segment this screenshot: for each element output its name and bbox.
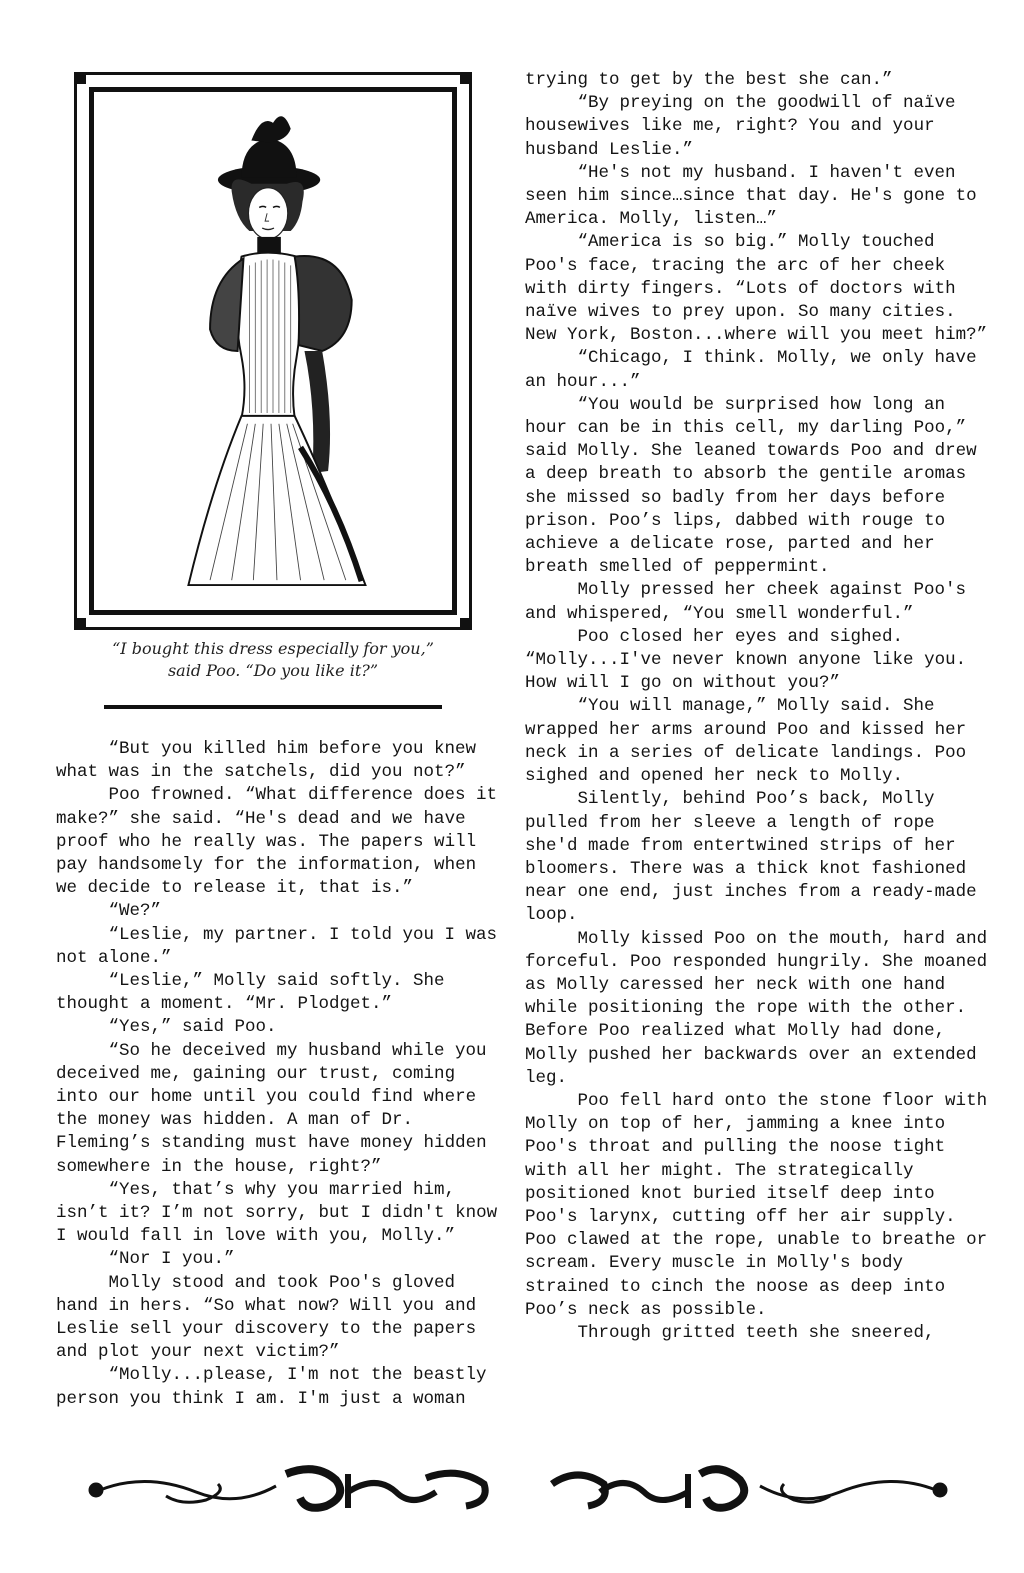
paragraph: “Molly...please, I'm not the beastly person you think I am. I'm just a woman (56, 1365, 498, 1409)
paragraph: “You will manage,” Molly said. She wrapped her arms around Poo and kissed her neck in a series of delicate landings. Poo sighed and opened her neck to Molly. (525, 696, 977, 787)
paragraph: Molly kissed Poo on the mouth, hard and forceful. Poo responded hungrily. She moaned as Molly caressed her neck with one hand while positioning the rope with the other. Before Poo realized what Molly had done, Molly pushed her backwards over an extended leg. (525, 928, 998, 1088)
frame-corner (460, 618, 472, 630)
paragraph: “Yes, that’s why you married him, isn’t it? I’m not sorry, but I didn't know I would fall in love with you, Molly.” (56, 1179, 508, 1247)
frame-corner (74, 72, 86, 84)
paragraph: “By preying on the goodwill of naïve housewives like me, right? You and your husband Leslie.” (525, 93, 967, 160)
paragraph: “We?” (108, 901, 162, 922)
paragraph: “Leslie, my partner. I told you I was not alone.” (56, 924, 508, 968)
caption-line: said Poo. “Do you like it?” (167, 661, 379, 680)
paragraph: “He's not my husband. I haven't even seen him since…since that day. He's gone to America. Molly, listen…” (525, 162, 988, 230)
paragraph: Silently, behind Poo’s back, Molly pulled from her sleeve a length of rope she'd made from entertwined strips of her bloomers. There was a thick knot fashioned near one end, just inches from a ready-made loop. (525, 789, 988, 926)
paragraph: “You would be surprised how long an hour can be in this cell, my darling Poo,” said Molly. She leaned towards Poo and drew a deep breath to absorb the gentile aromas she missed so badly from her days before prison. Poo’s lips, dabbed with rouge to achieve a delicate rose, parted and her breath smelled of peppermint. (525, 394, 988, 578)
paragraph: “Nor I you.” (108, 1249, 235, 1270)
section-divider (104, 705, 442, 709)
paragraph: Molly stood and took Poo's gloved hand in hers. “So what now? Will you and Leslie sell your discovery to the papers and plot your next victim?” (56, 1272, 487, 1363)
frame-corner (74, 618, 86, 630)
paragraph: “Yes,” said Poo. (108, 1017, 277, 1038)
paragraph: Poo closed her eyes and sighed. “Molly...I've never known anyone like you. How will I go on without you?” (525, 626, 977, 694)
paragraph-continuation: trying to get by the best she can.” (525, 70, 893, 90)
illustration-frame (74, 72, 472, 630)
paragraph: “America is so big.” Molly touched Poo's face, tracing the arc of her cheek with dirty fingers. “Lots of doctors with naïve wives to prey upon. So many cities. New York, Boston...where will you meet him?” (525, 232, 988, 346)
paragraph: “Chicago, I think. Molly, we only have an hour...” (525, 348, 988, 392)
paragraph: Through gritted teeth she sneered, (577, 1322, 935, 1343)
illustration-panel (89, 87, 457, 615)
paragraph: “But you killed him before you knew what was in the satchels, did you not?” (56, 739, 487, 783)
left-text-column (56, 738, 506, 1411)
woman-in-dress-illustration (94, 92, 452, 610)
decorative-scroll-ornament (86, 1462, 492, 1522)
decorative-scroll-ornament (544, 1462, 950, 1522)
paragraph: Poo frowned. “What difference does it make?” she said. “He's dead and we have proof who he really was. The papers will pay handsomely for the information, when we decide to release it, that is.” (56, 785, 508, 899)
paragraph: Poo fell hard onto the stone floor with Molly on top of her, jamming a knee into Poo's throat and pulling the noose tight with all her might. The strategically positioned knot buried itself deep into Poo's larynx, cutting off her air supply. Poo clawed at the rope, unable to breathe or scream. Every muscle in Molly's body strained to cinch the noose as deep into Poo’s neck as possible. (525, 1090, 998, 1320)
paragraph: “So he deceived my husband while you deceived me, gaining our trust, coming into our home until you could find where the money was hidden. A man of Dr. Fleming’s standing must have money hidden somewhere in the house, right?” (56, 1040, 498, 1177)
frame-corner (460, 72, 472, 84)
paragraph: “Leslie,” Molly said softly. She thought a moment. “Mr. Plodget.” (56, 971, 456, 1015)
illustration-caption (74, 638, 472, 682)
caption-line: “I bought this dress especially for you,” (112, 639, 434, 658)
paragraph: Molly pressed her cheek against Poo's and whispered, “You smell wonderful.” (525, 580, 977, 624)
right-text-column (525, 69, 998, 1345)
